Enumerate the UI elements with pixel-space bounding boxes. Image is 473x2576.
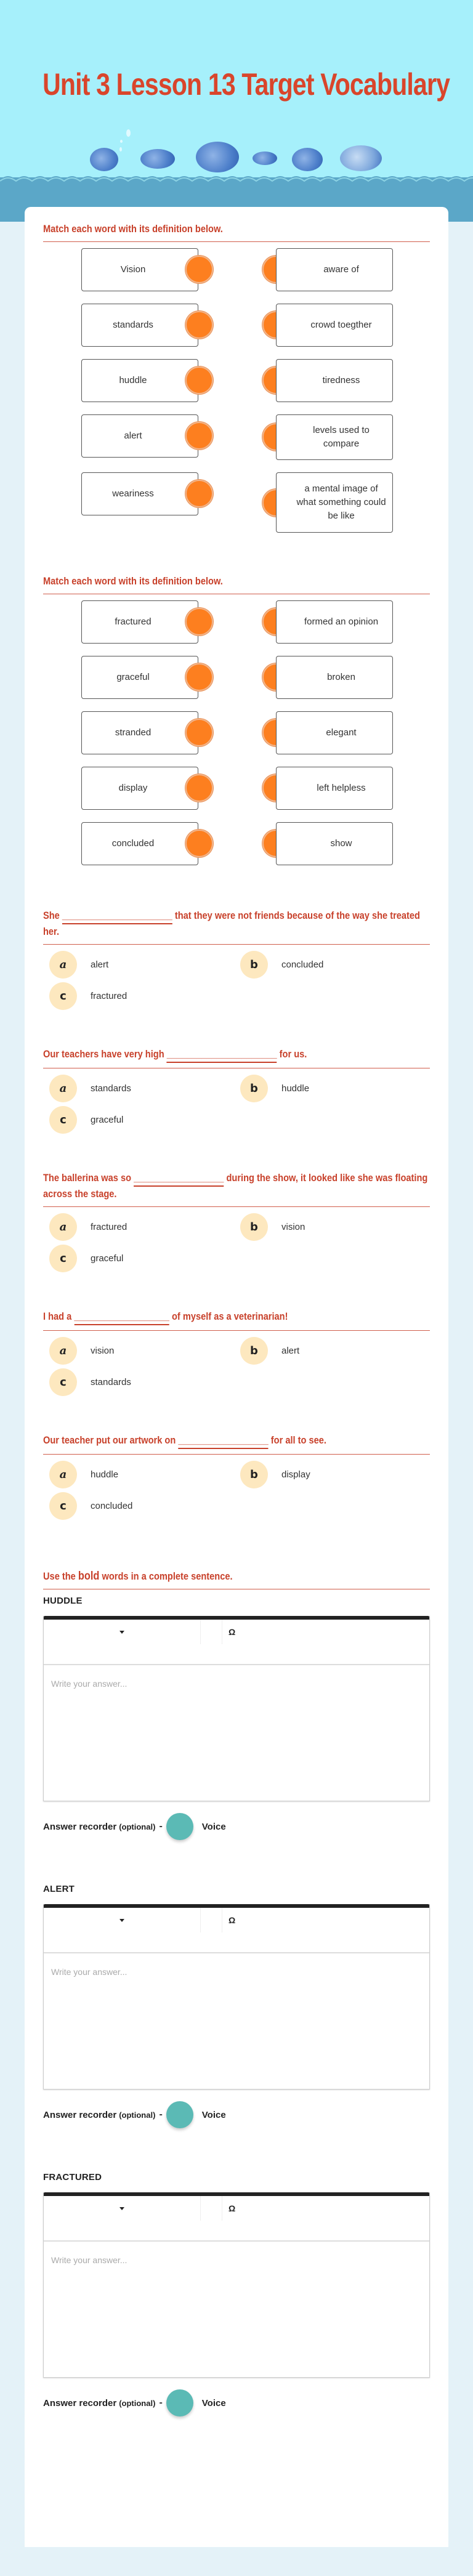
fish-icon — [140, 149, 175, 169]
match-left-item[interactable]: standards — [81, 304, 198, 347]
option-a[interactable] — [49, 951, 240, 979]
question-prompt: Our teachers have very high ______________________ for us. — [43, 1047, 432, 1063]
match-right-item[interactable]: levels used to compare — [276, 414, 393, 460]
vocab-word-label: FRACTURED — [43, 2172, 102, 2182]
option-letter-badge: a — [49, 1461, 77, 1488]
format-dropdown[interactable] — [44, 2196, 201, 2221]
rich-text-editor — [43, 1616, 430, 1801]
option-letter-badge: b — [240, 1337, 268, 1365]
chevron-down-icon — [119, 1919, 124, 1922]
rich-text-editor — [43, 1904, 430, 2089]
divider — [43, 944, 430, 945]
match-connector-dot[interactable] — [185, 608, 213, 636]
fish-icon — [253, 151, 277, 165]
match-right-item[interactable]: crowd toegther — [276, 304, 393, 347]
option-letter-badge: c — [49, 1492, 77, 1520]
option-b[interactable] — [240, 1075, 431, 1102]
option-letter-badge: b — [240, 951, 268, 979]
match-connector-dot[interactable] — [185, 366, 213, 394]
fish-icon — [340, 145, 382, 171]
answer-textarea[interactable] — [44, 1953, 429, 2086]
format-dropdown[interactable] — [44, 1908, 201, 1932]
answer-textarea[interactable] — [44, 1665, 429, 1798]
option-letter-badge: b — [240, 1213, 268, 1241]
option-c[interactable] — [49, 1106, 240, 1134]
option-text: concluded — [91, 1501, 133, 1511]
option-a[interactable] — [49, 1213, 240, 1241]
answer-blank: __________________ — [178, 1433, 268, 1449]
option-letter-badge: b — [240, 1461, 268, 1488]
match-left-item[interactable]: graceful — [81, 656, 198, 699]
writing-item-alert — [43, 1884, 430, 2129]
format-dropdown[interactable] — [44, 1620, 201, 1644]
option-text: display — [281, 1469, 310, 1480]
page-header — [0, 0, 473, 222]
option-text: vision — [281, 1222, 305, 1232]
divider — [43, 1330, 430, 1331]
question-1 — [43, 908, 430, 1010]
option-text: graceful — [91, 1115, 124, 1125]
question-prompt: Our teacher put our artwork on __________________ for all to see. — [43, 1433, 432, 1449]
option-letter-badge: c — [49, 1106, 77, 1134]
answer-recorder: Answer recorder (optional) - Voice — [43, 2101, 430, 2129]
vocab-word-label: ALERT — [43, 1884, 75, 1894]
worksheet-card — [25, 207, 448, 2547]
option-text: huddle — [91, 1469, 119, 1480]
match-section-1 — [43, 222, 430, 537]
match-right-item[interactable]: tiredness — [276, 359, 393, 402]
question-prompt: The ballerina was so __________________ during the show, it looked like she was floating across the stage. — [43, 1172, 428, 1200]
option-text: vision — [91, 1346, 115, 1356]
page-title: Unit 3 Lesson 13 Target Vocabulary — [42, 67, 450, 102]
option-c[interactable] — [49, 1368, 240, 1396]
option-b[interactable] — [240, 951, 431, 979]
divider — [43, 1206, 430, 1207]
match-left-item[interactable]: alert — [81, 414, 198, 458]
match-left-item[interactable]: display — [81, 767, 198, 810]
option-text: fractured — [91, 991, 127, 1001]
option-letter-badge: a — [49, 1075, 77, 1102]
option-letter-badge: a — [49, 1337, 77, 1365]
option-text: fractured — [91, 1222, 127, 1232]
option-text: standards — [91, 1083, 131, 1094]
writing-item-fractured — [43, 2172, 430, 2417]
fish-icon — [292, 148, 323, 171]
question-prompt: I had a ___________________ of myself as a veterinarian! — [43, 1309, 432, 1325]
option-letter-badge: c — [49, 1368, 77, 1396]
section-instruction: Use the bold words in a complete sentence. — [43, 1570, 233, 1583]
special-char-button[interactable]: Ω — [228, 1915, 236, 1925]
question-2 — [43, 1047, 430, 1134]
bubble-icon — [126, 129, 131, 137]
bubble-icon — [120, 140, 123, 143]
match-connector-dot[interactable] — [185, 719, 213, 746]
record-voice-button[interactable] — [166, 1813, 193, 1840]
match-connector-dot[interactable] — [185, 422, 213, 450]
option-a[interactable] — [49, 1461, 240, 1488]
divider — [43, 241, 430, 242]
match-connector-dot[interactable] — [185, 663, 213, 691]
special-char-button[interactable]: Ω — [228, 2203, 236, 2213]
question-prompt: She ______________________ that they were not friends because of the way she treated her. — [43, 910, 420, 937]
answer-blank: __________________ — [134, 1171, 224, 1187]
match-right-item[interactable]: show — [276, 822, 393, 865]
option-b[interactable] — [240, 1213, 431, 1241]
match-connector-dot[interactable] — [185, 830, 213, 857]
option-letter-badge: c — [49, 982, 77, 1010]
section-instruction: Match each word with its definition below. — [43, 575, 223, 587]
match-right-item[interactable]: aware of — [276, 248, 393, 291]
answer-blank: ___________________ — [74, 1309, 169, 1325]
match-right-item[interactable]: elegant — [276, 711, 393, 754]
wave-crest-icon — [0, 171, 473, 185]
answer-textarea[interactable] — [44, 2242, 429, 2374]
match-left-item[interactable]: fractured — [81, 600, 198, 644]
match-left-item[interactable]: huddle — [81, 359, 198, 402]
rich-text-editor — [43, 2192, 430, 2378]
answer-recorder: Answer recorder (optional) - Voice — [43, 2389, 430, 2417]
option-text: graceful — [91, 1253, 124, 1264]
match-right-item[interactable]: left helpless — [276, 767, 393, 810]
writing-item-huddle — [43, 1596, 430, 1841]
match-left-item[interactable]: weariness — [81, 472, 198, 515]
vocab-word-label: HUDDLE — [43, 1596, 83, 1606]
question-5 — [43, 1433, 430, 1520]
match-right-item[interactable]: formed an opinion — [276, 600, 393, 644]
editor-toolbar — [44, 1908, 429, 1953]
option-text: alert — [281, 1346, 300, 1356]
fish-icon — [196, 142, 239, 172]
match-right-item[interactable]: broken — [276, 656, 393, 699]
option-letter-badge: a — [49, 1213, 77, 1241]
chevron-down-icon — [119, 1631, 124, 1634]
record-voice-button[interactable] — [166, 2389, 193, 2417]
divider — [43, 1454, 430, 1455]
answer-recorder: Answer recorder (optional) - Voice — [43, 1812, 430, 1841]
option-c[interactable] — [49, 982, 240, 1010]
option-c[interactable] — [49, 1245, 240, 1272]
question-3 — [43, 1171, 430, 1272]
option-letter-badge: c — [49, 1245, 77, 1272]
option-a[interactable] — [49, 1337, 240, 1365]
option-b[interactable] — [240, 1461, 431, 1488]
option-letter-badge: a — [49, 951, 77, 979]
special-char-button[interactable]: Ω — [228, 1627, 236, 1637]
option-text: huddle — [281, 1083, 310, 1094]
match-left-item[interactable]: stranded — [81, 711, 198, 754]
editor-toolbar — [44, 2196, 429, 2242]
match-connector-dot[interactable] — [185, 256, 213, 283]
fish-decoration — [0, 137, 473, 174]
record-voice-button[interactable] — [166, 2101, 193, 2128]
match-connector-dot[interactable] — [185, 311, 213, 339]
option-a[interactable] — [49, 1075, 240, 1102]
option-text: alert — [91, 959, 109, 970]
writing-section — [43, 1569, 430, 2417]
match-left-item[interactable]: concluded — [81, 822, 198, 865]
bubble-icon — [119, 147, 122, 151]
option-text: standards — [91, 1377, 131, 1387]
question-4 — [43, 1309, 430, 1396]
chevron-down-icon — [119, 2207, 124, 2210]
option-b[interactable] — [240, 1337, 431, 1365]
option-c[interactable] — [49, 1492, 240, 1520]
match-left-item[interactable]: Vision — [81, 248, 198, 291]
option-letter-badge: b — [240, 1075, 268, 1102]
match-right-item[interactable]: a mental image of what something could be like — [276, 472, 393, 533]
fish-icon — [90, 148, 118, 171]
option-text: concluded — [281, 959, 324, 970]
answer-blank: ______________________ — [62, 908, 172, 924]
section-instruction: Match each word with its definition below. — [43, 223, 223, 235]
answer-blank: ______________________ — [167, 1047, 277, 1063]
editor-toolbar — [44, 1620, 429, 1665]
match-section-2 — [43, 574, 430, 878]
match-connector-dot[interactable] — [185, 480, 213, 507]
match-connector-dot[interactable] — [185, 774, 213, 802]
